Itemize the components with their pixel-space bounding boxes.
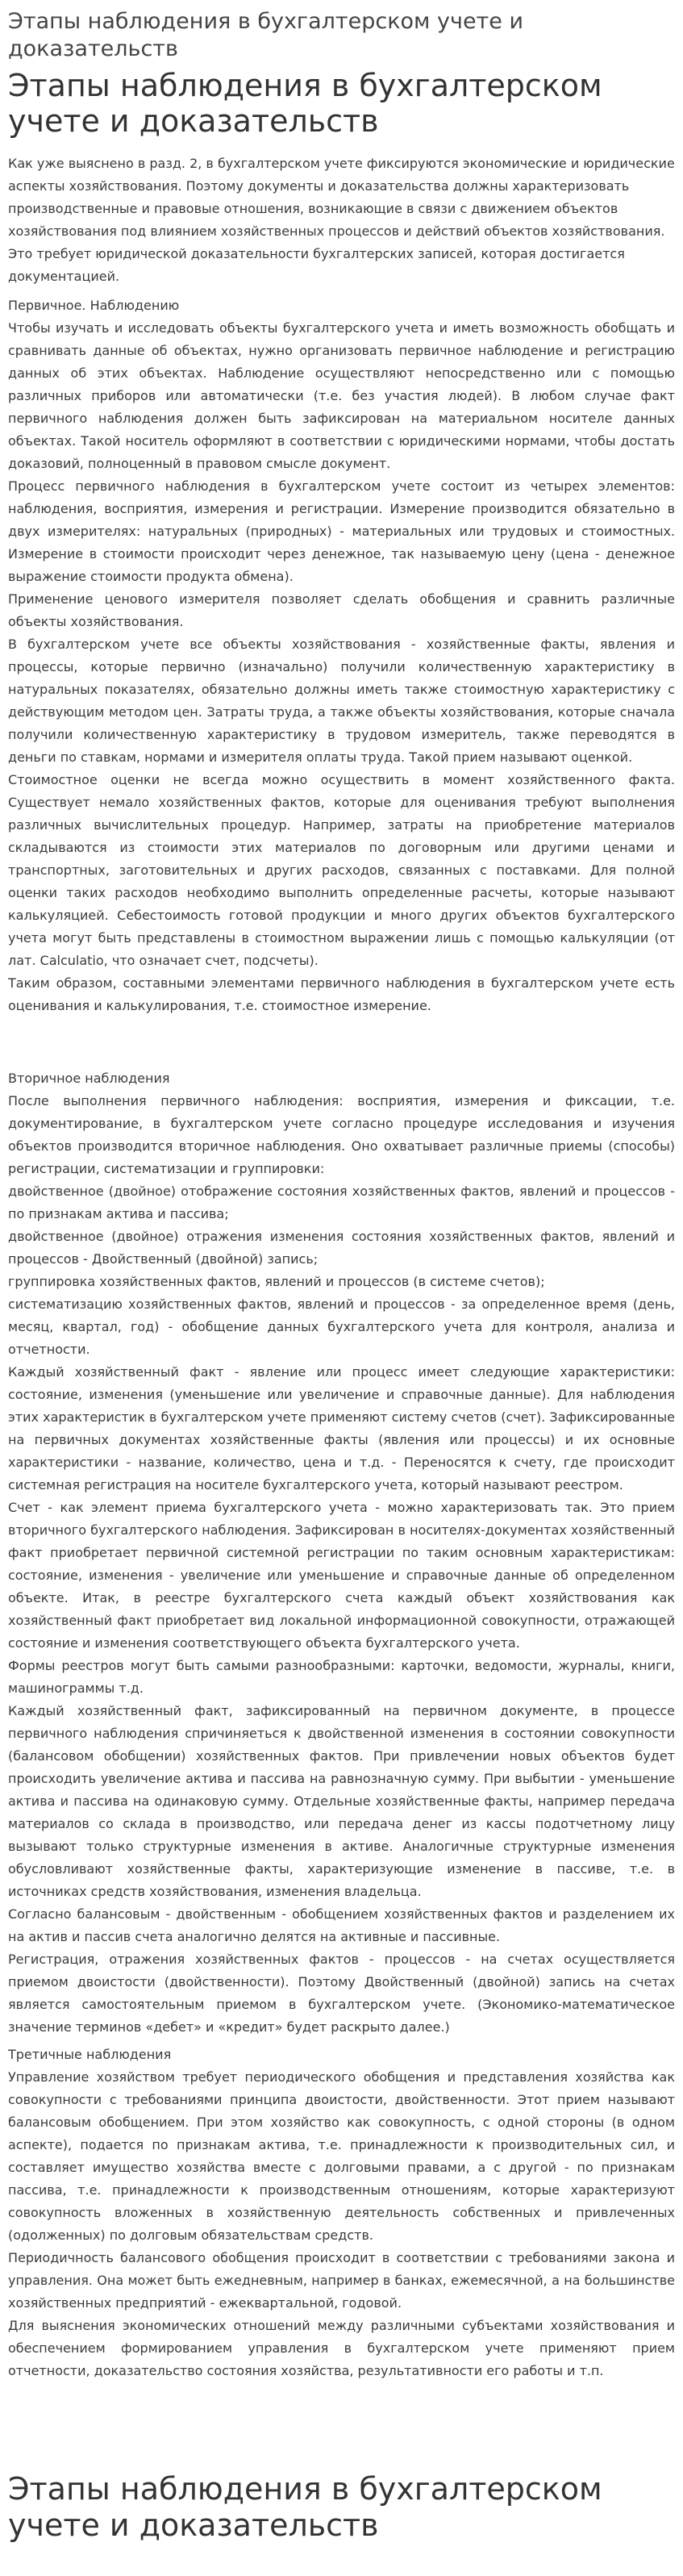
footer-spacer: [8, 2382, 675, 2471]
paragraph: Применение ценового измерителя позволяет сделать обобщения и сравнить различные объекты хозяйствования.: [8, 591, 675, 630]
page-title: Этапы наблюдения в бухгалтерском учете и доказательств: [8, 9, 524, 61]
section-spacer: [8, 1017, 675, 1063]
section-heading: Вторичное наблюдения: [8, 1071, 170, 1087]
paragraph: Периодичность балансового обобщения происходит в соответствии с требованиями закона и управления. Она может быть ежедневным, например в банках, ежемесячной, а на большинстве хозяйственных предприятий - ежеквартальной, годовой.: [8, 2250, 675, 2311]
section-heading: Третичные наблюдения: [8, 2047, 172, 2063]
section-tertiary-observation: [8, 2044, 675, 2382]
paragraph: систематизацию хозяйственных фактов, явлений и процессов - за определенное время (день, месяц, квартал, год) - обобщение данных бухгалтерского учета для контроля, анализа и отчетности.: [8, 1296, 675, 1358]
paragraph: После выполнения первичного наблюдения: восприятия, измерения и фиксации, т.е. документирование, в бухгалтерском учете согласно процедуре исследования и изучения объектов производится вторичное наблюдения. Оно охватывает различные приемы (способы) регистрации, систематизации и группировки:: [8, 1093, 675, 1177]
footer-heading: Этапы наблюдения в бухгалтерском учете и доказательств: [8, 2471, 602, 2543]
paragraph: Регистрация, отражения хозяйственных фактов - процессов - на счетах осуществляется приемом двоистости (двойственности). Поэтому Двойственный (двойной) запись на счетах является самостоятельным приемом в бухгалтерском учете. (Экономико-математическое значение терминов «дебет» и «кредит» будет раскрыто далее.): [8, 1952, 675, 2035]
section-secondary-observation: [8, 1067, 675, 2039]
section-primary-observation: [8, 294, 675, 1017]
paragraph: Формы реестров могут быть самыми разнообразными: карточки, ведомости, журналы, книги, машинограммы т.д.: [8, 1658, 675, 1697]
article-heading: Этапы наблюдения в бухгалтерском учете и доказательств: [8, 67, 602, 140]
paragraph: Стоимостное оценки не всегда можно осуществить в момент хозяйственного факта. Существует немало хозяйственных фактов, которые для оценивания требуют выполнения различных вычислительных процедур. Например, затраты на приобретение материалов складываются из стоимости этих материалов по договорным или другими ценами и транспортных, заготовительных и других расходов, связанных с поставками. Для полной оценки таких расходов необходимо выполнить определенные расчеты, которые называют калькуляцией. Себестоимость готовой продукции и много других объектов бухгалтерского учета могут быть представлены в стоимостном выражении лишь с помощью калькуляции (от лат. Calculatio, что означает счет, подсчеты).: [8, 772, 675, 969]
paragraph: двойственное (двойное) отображение состояния хозяйственных фактов, явлений и процессов - по признакам актива и пассива;: [8, 1184, 675, 1222]
paragraph: В бухгалтерском учете все объекты хозяйствования - хозяйственные факты, явления и процессы, которые первично (изначально) получили количественную характеристику в натуральных показателях, обязательно должны иметь также стоимостную характеристику с действующим методом цен. Затраты труда, а также объекты хозяйствования, которые сначала получили количественную характеристику в трудовом измеритель, также переводятся в деньги по ставкам, нормами и измерителя оплаты труда. Такой прием называют оценкой.: [8, 637, 675, 766]
paragraph: Таким образом, составными элементами первичного наблюдения в бухгалтерском учете есть оценивания и калькулирования, т.е. стоимостное измерение.: [8, 975, 675, 1014]
paragraph: Для выяснения экономических отношений между различными субъектами хозяйствования и обеспечением формированием управления в бухгалтерском учете применяют прием отчетности, доказательство состояния хозяйства, результативности его работы и т.п.: [8, 2318, 675, 2379]
paragraph: Каждый хозяйственный факт, зафиксированный на первичном документе, в процессе первичного наблюдения спричиняеться к двойственной изменения в состоянии совокупности (балансовом обобщении) хозяйственных фактов. При привлечении новых объектов будет происходить увеличение актива и пассива на равнозначную сумму. При выбытии - уменьшение актива и пассива на одинаковую сумму. Отдельные хозяйственные факты, например передача материалов со склада в производство, или передача денег из кассы подотчетному лицу вызывают только структурные изменения в активе. Аналогичные структурные изменения обусловливают хозяйственные факты, характеризующие изменение в пассиве, т.е. в источниках средств хозяйствования, изменения владельца.: [8, 1703, 675, 1900]
paragraph: Каждый хозяйственный факт - явление или процесс имеет следующие характеристики: состояние, изменения (уменьшение или увеличение и справочные данные). Для наблюдения этих характеристик в бухгалтерском учете применяют систему счетов (счет). Зафиксированные на первичных документах хозяйственные факты (явления или процессы) и их основные характеристики - название, количество, цена и т.д. - Переносятся к счету, где происходит системная регистрация на носителе бухгалтерского учета, который называют реестром.: [8, 1364, 675, 1493]
paragraph: Процесс первичного наблюдения в бухгалтерском учете состоит из четырех элементов: наблюдения, восприятия, измерения и регистрации. Измерение производится обязательно в двух измерителях: натуральных (природных) - материальных или трудовых и стоимостных. Измерение в стоимости происходит через денежное, так называемую цену (цена - денежное выражение стоимости продукта обмена).: [8, 478, 675, 585]
paragraph: Счет - как элемент приема бухгалтерского учета - можно характеризовать так. Это прием вторичного бухгалтерского наблюдения. Зафиксирован в носителях-документах хозяйственный факт приобретает первичной системной регистрации по таким основным характеристикам: состояние, изменения - увеличение или уменьшение и справочные данные об определенном объекте. Итак, в реестре бухгалтерского счета каждый объект хозяйствования как хозяйственный факт приобретает вид локальной информационной совокупности, отражающей состояние и изменения соответствующего объекта бухгалтерского учета.: [8, 1500, 675, 1651]
intro-paragraph: Как уже выяснено в разд. 2, в бухгалтерском учете фиксируются экономические и юридические аспекты хозяйствования. Поэтому документы и доказательства должны характеризовать производственные и правовые отношения, возникающие в связи с движением объектов хозяйствования под влиянием хозяйственных процессов и действий объектов хозяйствования. Это требует юридической доказательности бухгалтерских записей, которая достигается документацией.: [8, 156, 675, 285]
section-heading: Первичное. Наблюдению: [8, 298, 180, 314]
paragraph: двойственное (двойное) отражения изменения состояния хозяйственных фактов, явлений и процессов - Двойственный (двойной) запись;: [8, 1229, 675, 1267]
paragraph: Управление хозяйством требует периодического обобщения и представления хозяйства как совокупности с требованиями принципа двоистости, двойственности. Этот прием называют балансовым обобщением. При этом хозяйство как совокупность, с одной стороны (в одном аспекте), подается по признакам актива, т.е. принадлежности к производительных сил, и составляет имущество хозяйства вместе с долговыми правами, а с другой - по признакам пассива, т.е. принадлежности к производственным отношениям, которые характеризуют совокупность вложенных в хозяйственную деятельность собственных и привлеченных (одолженных) по долговым обязательствам средств.: [8, 2069, 675, 2244]
paragraph: Согласно балансовым - двойственным - обобщением хозяйственных фактов и разделением их на актив и пассив счета аналогично делятся на активные и пассивные.: [8, 1906, 675, 1945]
paragraph: Чтобы изучать и исследовать объекты бухгалтерского учета и иметь возможность обобщать и сравнивать данные об объектах, нужно организовать первичное наблюдение и регистрацию данных об этих объектах. Наблюдение осуществляют непосредственно или с помощью различных приборов или автоматически (т.е. без участия людей). В любом случае факт первичного наблюдения должен быть зафиксирован на материальном носителе данных объектах. Такой носитель оформляют в соответствии с юридическими нормами, чтобы достать доказовий, полноценный в правовом смысле документ.: [8, 320, 675, 472]
paragraph: группировка хозяйственных фактов, явлений и процессов (в системе счетов);: [8, 1274, 545, 1290]
